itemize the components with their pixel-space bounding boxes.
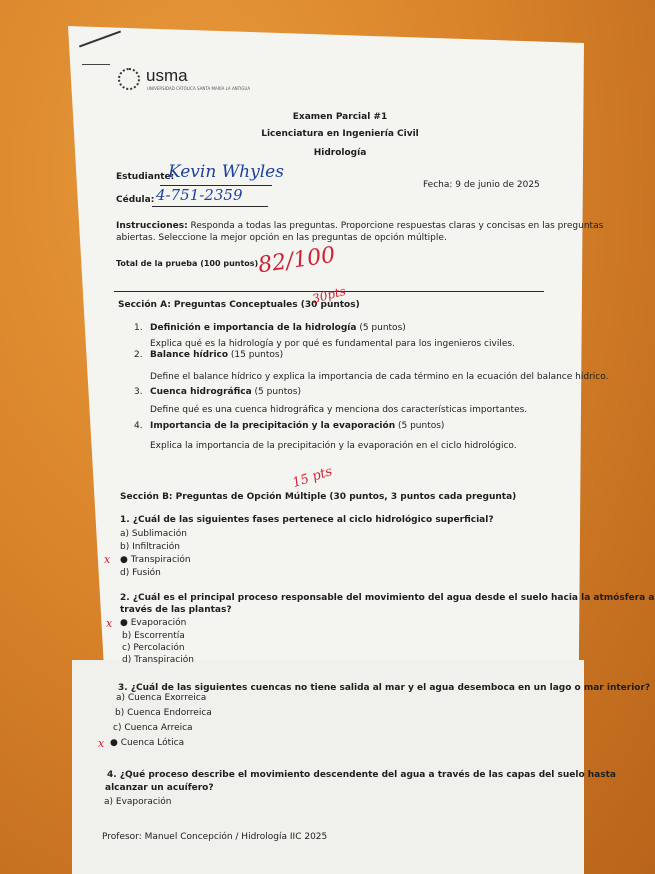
exam-date: Fecha: 9 de junio de 2025 (423, 180, 540, 190)
q2-option-b: b) Escorrentía (122, 631, 185, 641)
section-a-q4-text: Explica la importancia de la precipitación y la evaporación en el ciclo hidrológico. (150, 441, 517, 451)
section-a-q1-text: Explica qué es la hidrología y por qué es fundamental para los ingenieros civiles. (150, 339, 515, 349)
q1-option-b: b) Infiltración (120, 542, 181, 552)
q2-option-a (120, 618, 186, 629)
exam-title: Examen Parcial #1 (292, 112, 388, 122)
filled-circle-icon: ● (110, 738, 118, 748)
q2-option-c: c) Percolación (122, 643, 185, 653)
section-b-title: Sección B: Preguntas de Opción Múltiple (30 puntos, 3 puntos cada pregunta) (120, 492, 517, 502)
q3-wrong-mark: x (98, 737, 105, 750)
instructions-text: Responda a todas las preguntas. Proporcione respuestas claras y concisas en las preguntas (187, 221, 604, 231)
section-b-mark: 15 pts (290, 464, 335, 491)
q2-option-d: d) Transpiración (122, 655, 194, 665)
footer-professor: Profesor: Manuel Concepción / Hidrología IIC 2025 (102, 832, 328, 842)
section-a-q1-points: (5 puntos) (356, 323, 406, 333)
exam-program: Licenciatura en Ingeniería Civil (261, 129, 419, 139)
id-label: Cédula: (116, 195, 155, 205)
student-name: Kevin Whyles (168, 162, 284, 182)
q1-option-c-text: Transpiración (130, 555, 191, 565)
student-label: Estudiante: (116, 172, 175, 182)
q4-text-line-1: 4. ¿Qué proceso describe el movimiento descendente del agua a través de las capas del suelo hasta (107, 770, 616, 780)
section-a-q2-number: 2. (134, 350, 143, 360)
section-a-q4-title-text: Importancia de la precipitación y la evaporación (150, 421, 396, 431)
q3-text: 3. ¿Cuál de las siguientes cuencas no tiene salida al mar y el agua desemboca en un lago o mar interior? (118, 683, 651, 693)
q1-wrong-mark: x (104, 553, 111, 566)
q2-option-a-text: Evaporación (130, 618, 187, 628)
section-a-q4-number: 4. (134, 421, 143, 431)
q4-text-line-2: alcanzar un acuífero? (105, 783, 214, 793)
university-logo-subtitle: UNIVERSIDAD CATÓLICA SANTA MARÍA LA ANTIGUA (147, 86, 251, 91)
q3-option-c: c) Cuenca Arreica (113, 723, 193, 733)
section-a-q2-title (150, 350, 283, 361)
university-logo: usma (146, 66, 188, 85)
section-a-q2-title-text: Balance hídrico (150, 350, 229, 360)
q3-option-d (110, 738, 184, 749)
section-a-q4-title (150, 421, 444, 432)
q1-option-c (120, 555, 191, 566)
q1-text: 1. ¿Cuál de las siguientes fases pertenece al ciclo hidrológico superficial? (120, 515, 494, 525)
instructions-label: Instrucciones: (116, 221, 188, 231)
q3-option-a: a) Cuenca Exorreica (116, 693, 207, 703)
q3-option-d-text: Cuenca Lótica (120, 738, 185, 748)
q4-option-a: a) Evaporación (104, 797, 172, 807)
q2-wrong-mark: x (106, 617, 113, 630)
section-a-q2-text: Define el balance hídrico y explica la importancia de cada término en la ecuación del balance hídrico. (150, 372, 609, 382)
section-a-mark: 30pts (310, 283, 348, 307)
section-a-q3-text: Define qué es una cuenca hidrográfica y menciona dos características importantes. (150, 405, 528, 415)
filled-circle-icon: ● (120, 555, 128, 565)
section-a-q1-title (150, 323, 406, 334)
section-a-q3-title-text: Cuenca hidrográfica (150, 387, 252, 397)
filled-circle-icon: ● (120, 618, 128, 628)
q2-text-line-1: 2. ¿Cuál es el principal proceso responsable del movimiento del agua desde el suelo hacia la atmósfera a (120, 593, 655, 603)
total-label: Total de la prueba (100 puntos) (116, 259, 259, 268)
q2-text-line-2: través de las plantas? (120, 605, 232, 615)
section-a-q3-points: (5 puntos) (251, 387, 301, 397)
id-line (152, 206, 268, 207)
instructions-line-2: abiertas. Seleccione la mejor opción en las preguntas de opción múltiple. (116, 233, 447, 243)
q1-option-d: d) Fusión (120, 568, 161, 578)
exam-course: Hidrología (313, 148, 367, 158)
section-a-q2-points: (15 puntos) (228, 350, 284, 360)
section-a-q1-number: 1. (134, 323, 143, 333)
instructions-line-1 (116, 221, 603, 232)
q1-option-a: a) Sublimación (120, 529, 187, 539)
pen-stroke (82, 64, 110, 65)
section-a-q4-points: (5 puntos) (395, 421, 445, 431)
section-a-q3-title (150, 387, 301, 398)
university-seal-icon (118, 68, 140, 90)
section-a-q1-title-text: Definición e importancia de la hidrología (150, 323, 357, 333)
q3-option-b: b) Cuenca Endorreica (115, 708, 212, 718)
section-a-title: Sección A: Preguntas Conceptuales (30 puntos) (118, 300, 360, 310)
id-value: 4-751-2359 (156, 186, 243, 204)
score: 82/100 (256, 242, 337, 279)
section-a-q3-number: 3. (134, 387, 143, 397)
